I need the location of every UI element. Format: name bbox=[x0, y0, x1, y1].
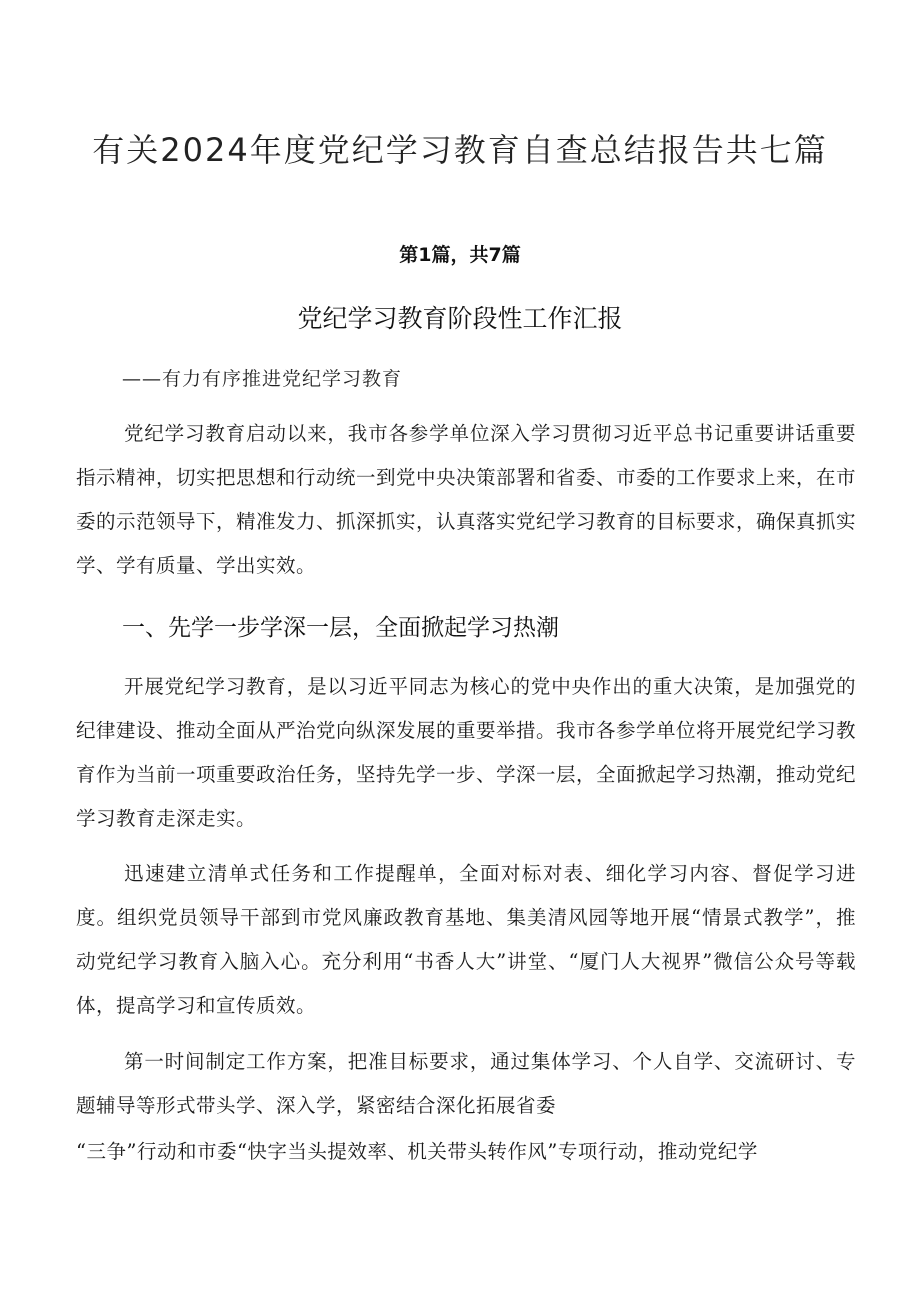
section-subtitle: 党纪学习教育阶段性工作汇报 bbox=[297, 304, 623, 333]
section-heading: 一、先学一步学深一层，全面掀起学习热潮 bbox=[122, 615, 559, 641]
part-label: 第1篇，共7篇 bbox=[399, 244, 521, 266]
document-title: 有关2024年度党纪学习教育自查总结报告共七篇 bbox=[92, 131, 828, 169]
body-paragraph: 第一时间制定工作方案，把准目标要求，通过集体学习、个人自学、交流研讨、专题辅导等形式带头学、深入学，紧密结合深化拓展省委 bbox=[76, 1050, 856, 1117]
intro-paragraph: 党纪学习教育启动以来，我市各参学单位深入学习贯彻习近平总书记重要讲话重要指示精神，切实把思想和行动统一到党中央决策部署和省委、市委的工作要求上来，在市委的示范领导下，精准发力、抓深抓实，认真落实党纪学习教育的目标要求，确保真抓实学、学有质量、学出实效。 bbox=[76, 422, 857, 577]
body-paragraph: 迅速建立清单式任务和工作提醒单，全面对标对表、细化学习内容、督促学习进度。组织党员领导干部到市党风廉政教育基地、集美清风园等地开展“情景式教学”，推动党纪学习教育入脑入心。充分利用“书香人大”讲堂、“厦门人大视界”微信公众号等载体，提高学习和宣传质效。 bbox=[76, 862, 856, 1017]
body-paragraph: 开展党纪学习教育，是以习近平同志为核心的党中央作出的重大决策，是加强党的纪律建设、推动全面从严治党向纵深发展的重要举措。我市各参学单位将开展党纪学习教育作为当前一项重要政治任务，坚持先学一步、学深一层，全面掀起学习热潮，推动党纪学习教育走深走实。 bbox=[76, 675, 857, 830]
body-paragraph: “三争”行动和市委“快字当头提效率、机关带头转作风”专项行动，推动党纪学 bbox=[76, 1140, 758, 1163]
byline: ——有力有序推进党纪学习教育 bbox=[122, 368, 403, 390]
